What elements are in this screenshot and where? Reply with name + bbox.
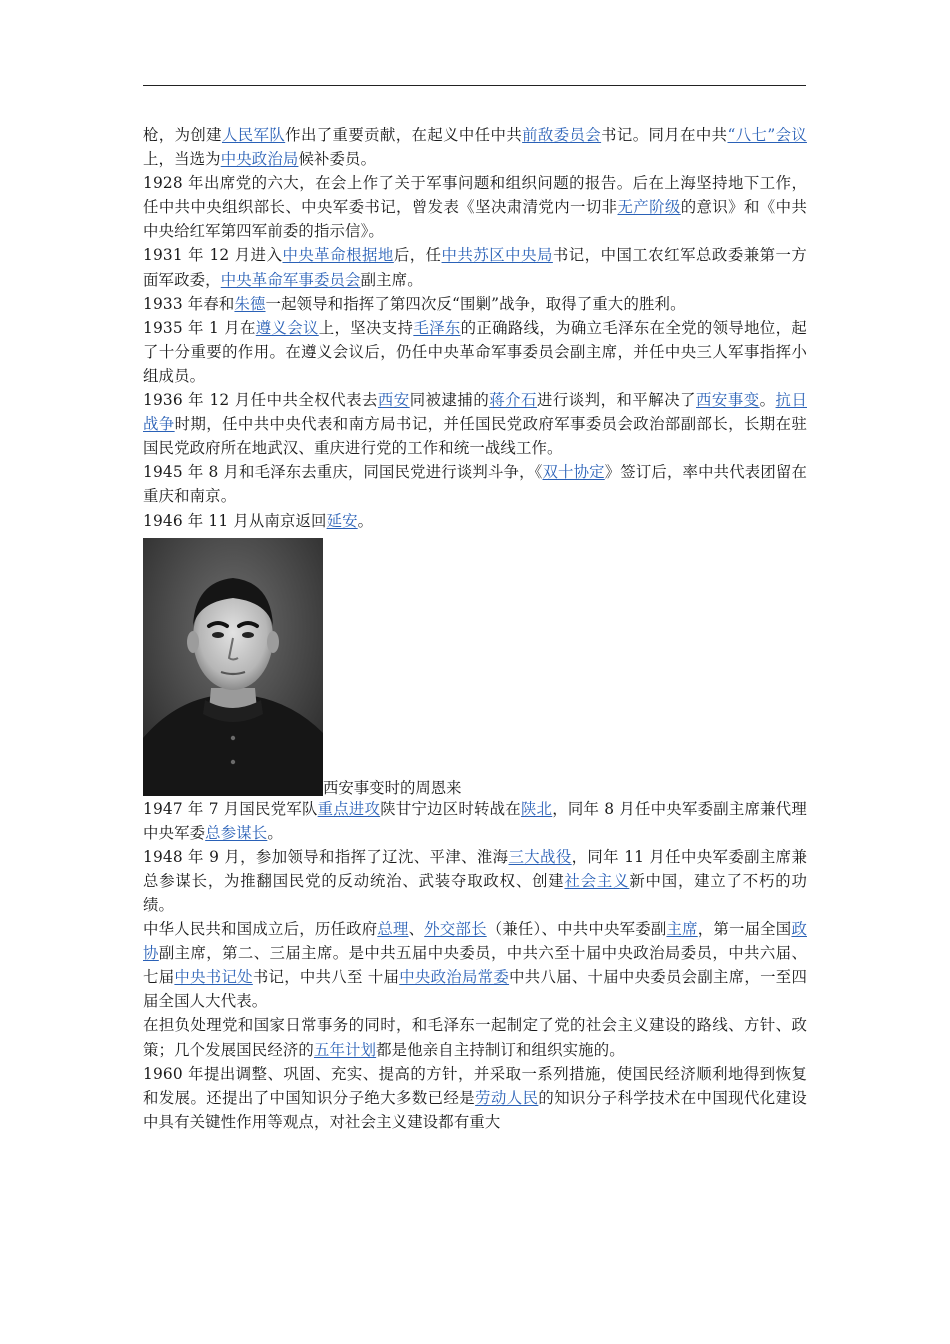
hyperlink[interactable]: 总理 bbox=[377, 920, 409, 939]
paragraph-text: 1931 年 12 月进入 bbox=[143, 246, 283, 265]
paragraph-text: 1960 年提出调整、巩固、充实、提高的方针，并采取一系列措施，使国民经济顺利地得到恢复和发展。还提出了中国知识分子绝大多数已经是 bbox=[143, 1064, 807, 1107]
paragraph-text: ，同年 8 月任中央军委副主席兼代理中央军委 bbox=[143, 799, 807, 842]
hyperlink[interactable]: 三大战役 bbox=[508, 847, 572, 866]
hyperlink[interactable]: 朱德 bbox=[234, 294, 266, 313]
paragraph-text: ，第一届全国 bbox=[697, 920, 792, 939]
hyperlink[interactable]: 中央革命根据地 bbox=[282, 246, 394, 265]
hyperlink[interactable]: 陕北 bbox=[520, 799, 553, 818]
paragraph-text: 1947 年 7 月国民党军队 bbox=[143, 799, 318, 818]
hyperlink[interactable]: 人民军队 bbox=[221, 126, 286, 144]
paragraph-text: 作出了重要贡献，在起义中任中共 bbox=[285, 126, 523, 144]
paragraph bbox=[143, 917, 807, 1013]
hyperlink[interactable]: 社会主义 bbox=[564, 871, 630, 890]
paragraph-text: 副主席，第二、三届主席。是中共五届中央委员，中共六至十届中央政治局委员，中共六届、七届 bbox=[143, 944, 808, 987]
paragraph-text: 都是他亲自主持制订和组织实施的。 bbox=[376, 1040, 625, 1059]
paragraph-text: 1935 年 1 月在 bbox=[143, 318, 256, 337]
paragraph-text: 上，当选为 bbox=[143, 150, 221, 169]
paragraph-text: ，同年 11 月任中央军委副主席兼总参谋长，为推翻国民党的反动统治、武装夺取政权、创建 bbox=[143, 847, 808, 890]
paragraph-text: 的正确路线，为确立毛泽东在全党的领导地位，起了十分重要的作用。在遵义会议后，仍任中央革命军事委员会副主席，并任中央三人军事指挥小组成员。 bbox=[143, 318, 807, 385]
header-rule bbox=[143, 85, 806, 86]
paragraph-text: 时期，任中共中央代表和南方局书记，并任国民党政府军事委员会政治部副部长，长期在驻国民党政府所在地武汉、重庆进行党的工作和统一战线工作。 bbox=[143, 415, 807, 458]
figure bbox=[143, 538, 807, 796]
paragraph-text: 1928 年出席党的六大，在会上作了关于军事问题和组织问题的报告。后在上海坚持地下工作，任中共中央组织部长、中央军委书记，曾发表《坚决肃清党内一切非 bbox=[143, 174, 807, 217]
paragraph-text: 新中国，建立了不朽的功绩。 bbox=[143, 871, 807, 914]
hyperlink[interactable]: 双十协定 bbox=[542, 463, 605, 482]
paragraph-text: 一起领导和指挥了第四次反“围剿”战争，取得了重大的胜利。 bbox=[265, 294, 686, 313]
paragraph-text: 》签订后，率中共代表团留在重庆和南京。 bbox=[143, 463, 808, 506]
hyperlink[interactable]: 政协 bbox=[143, 920, 807, 963]
hyperlink[interactable]: 遵义会议 bbox=[255, 318, 319, 337]
portrait-photo bbox=[143, 538, 323, 796]
paragraph bbox=[143, 509, 807, 533]
paragraph bbox=[143, 1062, 807, 1134]
portrait-illustration bbox=[143, 538, 323, 796]
hyperlink[interactable]: 毛泽东 bbox=[413, 318, 461, 337]
paragraph bbox=[143, 316, 807, 388]
hyperlink[interactable]: 外交部长 bbox=[424, 920, 487, 939]
hyperlink[interactable]: 中央书记处 bbox=[174, 968, 253, 987]
paragraph-text: 1948 年 9 月，参加领导和指挥了辽沈、平津、淮海 bbox=[143, 847, 509, 866]
hyperlink[interactable]: 蒋介石 bbox=[489, 391, 537, 410]
hyperlink[interactable]: 延安 bbox=[326, 511, 358, 530]
paragraph bbox=[143, 388, 807, 460]
paragraph-text: 在担负处理党和国家日常事务的同时，和毛泽东一起制定了党的社会主义建设的路线、方针、政策；几个发展国民经济的 bbox=[143, 1016, 807, 1059]
paragraph-text: 书记，中国工农红军总政委兼第一方面军政委， bbox=[143, 246, 807, 289]
paragraph-text: 书记。同月在中共 bbox=[601, 126, 728, 144]
hyperlink[interactable]: 西安 bbox=[377, 391, 410, 410]
paragraph bbox=[143, 292, 807, 316]
paragraph-text: 1946 年 11 月从南京返回 bbox=[143, 511, 327, 530]
hyperlink[interactable]: 中央政治局常委 bbox=[399, 968, 510, 987]
hyperlink[interactable]: 总参谋长 bbox=[205, 823, 268, 842]
figure-caption: 西安事变时的周恩来 bbox=[323, 778, 462, 797]
hyperlink[interactable]: 主席 bbox=[666, 920, 698, 939]
paragraph-text: 的意识》和《中共中央给红军第四军前委的指示信》。 bbox=[143, 198, 807, 241]
hyperlink[interactable]: 中央政治局 bbox=[220, 150, 299, 169]
paragraph-text: 上，坚决支持 bbox=[318, 318, 414, 337]
hyperlink[interactable]: 抗日战争 bbox=[143, 391, 807, 434]
paragraph-text: 同被逮捕的 bbox=[409, 391, 490, 410]
paragraph-text: 1936 年 12 月任中共全权代表去 bbox=[143, 391, 378, 410]
paragraph bbox=[143, 797, 807, 845]
paragraph-text: 枪，为创建 bbox=[143, 126, 222, 144]
hyperlink[interactable]: “八七”会议 bbox=[727, 126, 807, 144]
paragraph bbox=[143, 1013, 807, 1061]
document-body bbox=[143, 123, 807, 1134]
paragraph-text: 中华人民共和国成立后，历任政府 bbox=[143, 920, 378, 939]
paragraph-text: 中共八届、十届中央委员会副主席，一至四届全国人大代表。 bbox=[143, 968, 807, 1011]
hyperlink[interactable]: 中共苏区中央局 bbox=[441, 246, 553, 265]
paragraph-text: 、 bbox=[408, 920, 425, 939]
paragraph-text: 1933 年春和 bbox=[143, 294, 235, 313]
hyperlink[interactable]: 五年计划 bbox=[313, 1040, 377, 1059]
paragraph-text: 。 bbox=[357, 511, 374, 530]
paragraphs-before-figure bbox=[143, 123, 807, 533]
paragraph-text: 候补委员。 bbox=[298, 150, 377, 169]
hyperlink[interactable]: 无产阶级 bbox=[617, 198, 681, 217]
hyperlink[interactable]: 西安事变 bbox=[696, 391, 760, 410]
paragraph-text: （兼任）、中共中央军委副 bbox=[486, 920, 667, 939]
paragraph-text: 书记，中共八至 十届 bbox=[252, 968, 400, 987]
paragraph-text: 陕甘宁边区时转战在 bbox=[380, 799, 521, 818]
paragraph-text: 。 bbox=[759, 391, 776, 410]
hyperlink[interactable]: 重点进攻 bbox=[317, 799, 381, 818]
paragraph-text: 。 bbox=[267, 823, 283, 842]
paragraph-text: 进行谈判，和平解决了 bbox=[536, 391, 697, 410]
paragraph bbox=[143, 171, 807, 243]
hyperlink[interactable]: 中央革命军事委员会 bbox=[220, 270, 361, 289]
paragraph-text: 1945 年 8 月和毛泽东去重庆，同国民党进行谈判斗争，《 bbox=[143, 463, 543, 482]
paragraphs-after-figure bbox=[143, 797, 807, 1134]
paragraph bbox=[143, 845, 807, 917]
hyperlink[interactable]: 前敌委员会 bbox=[522, 126, 602, 144]
paragraph bbox=[143, 460, 807, 508]
paragraph-text: 的知识分子科学技术在中国现代化建设中具有关键性作用等观点，对社会主义建设都有重大 bbox=[143, 1088, 807, 1131]
hyperlink[interactable]: 劳动人民 bbox=[475, 1088, 539, 1107]
paragraph-text: 副主席。 bbox=[360, 270, 423, 289]
paragraph-text: 后，任 bbox=[393, 246, 442, 265]
paragraph bbox=[143, 243, 807, 291]
paragraph bbox=[143, 123, 807, 171]
